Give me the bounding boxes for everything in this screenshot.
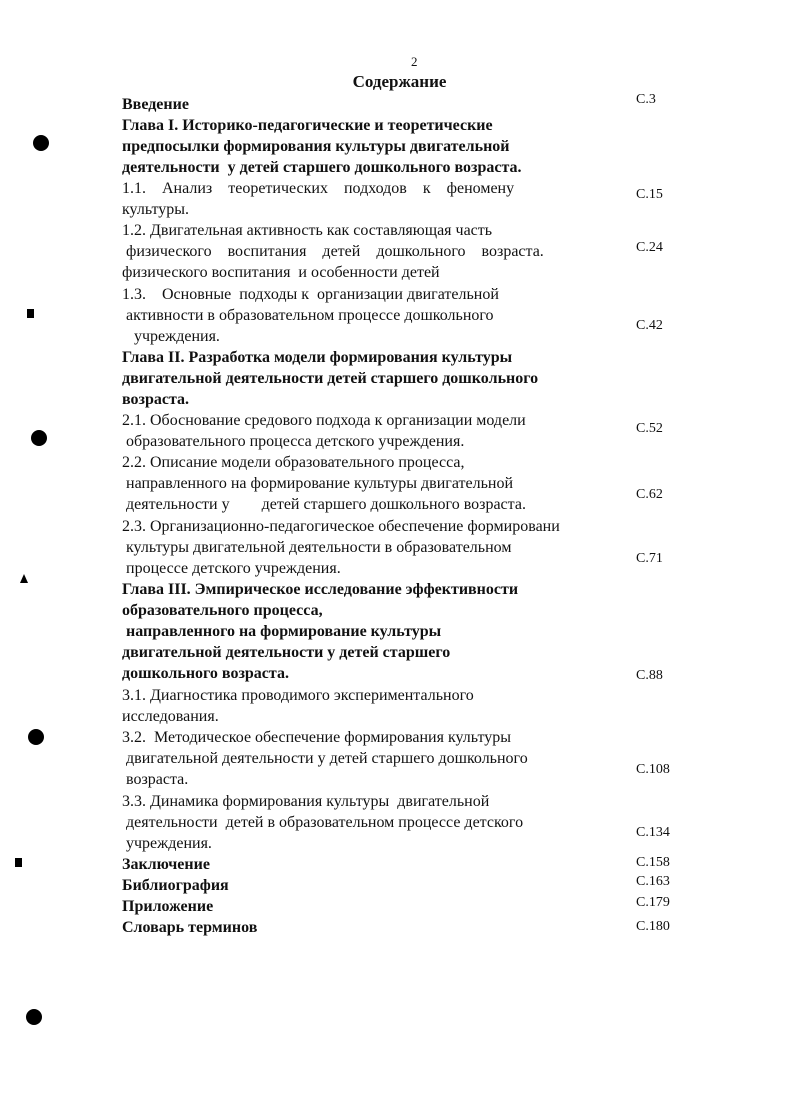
toc-line: Заключение [122,856,210,873]
toc-line: физического воспитания и особенности детей [122,264,440,281]
punch-hole [26,1009,42,1025]
toc-line: направленного на формирование культуры [122,623,442,640]
toc-line: двигательной деятельности у детей старшего [122,644,451,661]
toc-page-number: С.108 [636,762,670,777]
toc-line: деятельности у детей старшего дошкольного возраста. [122,496,526,513]
toc-page-number: С.179 [636,895,670,910]
toc-line: 1.2. Двигательная активность как составляющая часть [122,222,493,239]
page-number: 2 [411,54,418,69]
toc-line: Словарь терминов [122,919,258,936]
scan-mark [20,574,28,583]
toc-entry-introduction [122,94,638,115]
toc-entry-1-2 [122,220,638,283]
toc-line: образовательного процесса, [122,602,323,619]
toc-entry-3-3 [122,791,638,854]
toc-line: культуры. [122,201,190,218]
toc-line: направленного на формирование культуры двигательной [122,475,514,492]
toc-page-number: С.62 [636,487,663,502]
toc-line: Глава III. Эмпирическое исследование эффективности [122,581,519,598]
toc-line: активности в образовательном процессе дошкольного [122,307,494,324]
toc-line: 2.3. Организационно-педагогическое обеспечение формировани [122,518,560,535]
toc-line: 3.3. Динамика формирования культуры двигательной [122,793,490,810]
toc-line: Приложение [122,898,214,915]
toc-entry-conclusion [122,854,638,875]
toc-entry-appendix [122,896,638,917]
title-text: Содержание [352,72,447,91]
scan-mark [27,309,34,318]
toc-line: физического воспитания детей дошкольного возраста. [122,243,544,260]
toc-entry-1-1 [122,178,638,220]
toc-line: двигательной деятельности детей старшего дошкольного [122,370,539,387]
scan-mark [15,858,22,867]
toc-line: 3.1. Диагностика проводимого экспериментального [122,687,474,704]
toc-line: 1.3. Основные подходы к организации двигательной [122,286,499,303]
toc-page-number: С.134 [636,825,670,840]
toc-entry-3-2 [122,727,638,790]
toc-entry-2-1 [122,410,638,452]
toc-entry-chapter-3 [122,579,638,684]
toc-line: возраста. [122,391,190,408]
toc-page-number: С.180 [636,919,670,934]
toc-entry-chapter-1 [122,115,638,178]
toc-line: культуры двигательной деятельности в образовательном [122,539,512,556]
toc-line: исследования. [122,708,219,725]
toc-line: Глава II. Разработка модели формирования культуры [122,349,513,366]
toc-entry-bibliography [122,875,638,896]
toc-entry-2-2 [122,452,638,515]
toc-entry-2-3 [122,516,642,579]
toc-line: 2.2. Описание модели образовательного процесса, [122,454,465,471]
toc-line: образовательного процесса детского учреждения. [122,433,465,450]
toc-line: процессе детского учреждения. [122,560,341,577]
toc-page-number: С.24 [636,240,663,255]
toc-line: учреждения. [122,328,220,345]
toc-line: возраста. [122,771,189,788]
toc-line: 1.1. Анализ теоретических подходов к феномену [122,180,515,197]
toc-line: предпосылки формирования культуры двигательной [122,138,510,155]
toc-line: Глава I. Историко-педагогические и теоретические [122,117,493,134]
toc-page-number: С.88 [636,668,663,683]
toc-page-number: С.163 [636,874,670,889]
toc-page-number: С.15 [636,187,663,202]
toc-line: 2.1. Обоснование средового подхода к организации модели [122,412,526,429]
toc-line: учреждения. [122,835,212,852]
toc-line: Библиография [122,877,229,894]
punch-hole [33,135,49,151]
toc-entry-chapter-2 [122,347,638,410]
toc-entry-3-1 [122,685,638,727]
toc-page-number: С.52 [636,421,663,436]
toc-entry-1-3 [122,284,638,347]
toc-line: дошкольного возраста. [122,665,289,682]
toc-line: Введение [122,96,189,113]
toc-line: деятельности у детей старшего дошкольного возраста. [122,159,522,176]
punch-hole [31,430,47,446]
toc-page-number: С.42 [636,318,663,333]
toc-page-number: С.71 [636,551,663,566]
toc-page-number: С.3 [636,92,656,107]
toc-page-number: С.158 [636,855,670,870]
toc-line: 3.2. Методическое обеспечение формирования культуры [122,729,512,746]
page-title [0,72,799,92]
toc-line: двигательной деятельности у детей старшего дошкольного [122,750,528,767]
toc-line: деятельности детей в образовательном процессе детского [122,814,524,831]
punch-hole [28,729,44,745]
toc-entry-glossary [122,917,638,938]
